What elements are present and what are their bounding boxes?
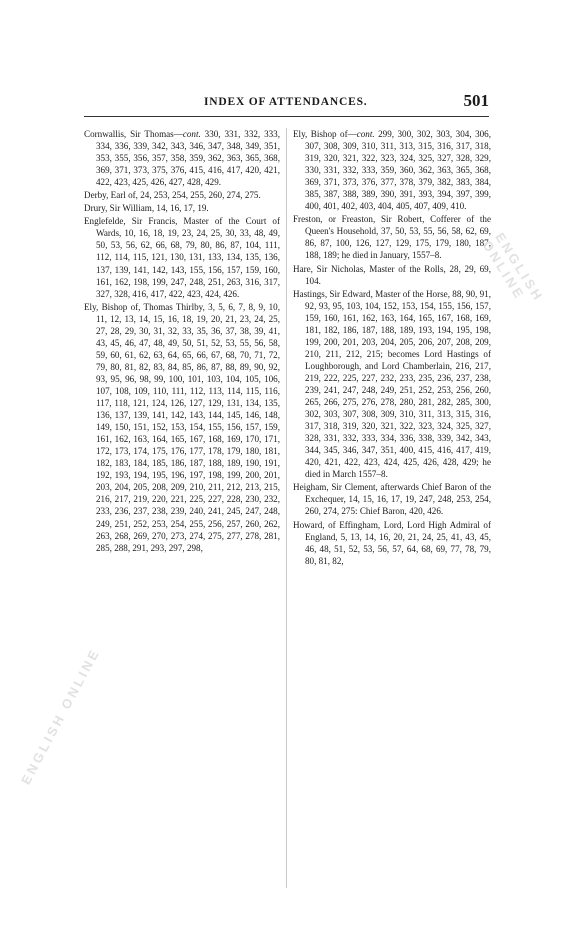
entry-heading: Freston, or Freaston, Sir Robert, Cofferer of the Queen's Household, [293, 214, 491, 237]
entry-heading: Ely, Bishop of, Thomas Thirlby, [84, 301, 205, 312]
entry-heading-suffix: cont. [356, 129, 375, 139]
index-entry [84, 128, 280, 188]
header-rule [84, 116, 489, 117]
page-number: 501 [463, 91, 489, 110]
watermark-left: ENGLISH ONLINE [18, 645, 103, 788]
index-entry [293, 128, 491, 212]
entry-references: 28, 29, 69, 104. [305, 263, 491, 286]
entry-references: 14, 15, 16, 17, 19, 247, 248, 253, 254, 260, 274, 275: Chief Baron, 420, 426. [305, 494, 491, 517]
index-entry [84, 215, 280, 299]
entry-references: 330, 331, 332, 333, 334, 336, 339, 342, 343, 346, 347, 348, 349, 351, 353, 355, 356, 357, 358, 359, 362, 363, 365, 368, 369, 371, 373, 375, 376, 415, 416, 417, 420, 421, 422, 423, 425, 426, 427, 428, 429. [96, 129, 280, 188]
entry-references: 14, 16, 17, 19. [156, 203, 209, 214]
entry-heading: Englefelde, Sir Francis, Master of the Court of Wards, [84, 216, 280, 239]
entry-heading: Derby, Earl of, [84, 190, 138, 201]
entry-references: 88, 90, 91, 92, 93, 95, 103, 104, 152, 153, 154, 155, 156, 157, 159, 160, 161, 162, 163, 164, 165, 167, 168, 169, 181, 182, 186, 187, 188, 189, 193, 194, 195, 198, 199, 200, 201, 203, 204, 205, 206, 207, 208, 209, 210, 211, 212, 215; becomes Lord Hastings of Loughborough, and Lord Chamberlain, 216, 217, 219, 222, 225, 227, 232, 233, 235, 236, 237, 238, 239, 241, 247, 248, 249, 251, 252, 253, 256, 260, 265, 266, 275, 276, 278, 280, 281, 282, 285, 300, 302, 303, 307, 308, 309, 310, 311, 313, 315, 316, 317, 318, 319, 320, 321, 322, 323, 324, 325, 327, 328, 331, 332, 333, 334, 336, 338, 339, 342, 343, 344, 345, 346, 347, 351, 400, 415, 416, 417, 419, 420, 421, 422, 423, 424, 425, 426, 428, 429; he died in March 1557–8. [305, 288, 491, 480]
entry-heading: Drury, Sir William, [84, 203, 155, 214]
entry-heading: Hastings, Sir Edward, Master of the Horse, [293, 288, 450, 299]
entry-references: 3, 5, 6, 7, 8, 9, 10, 11, 12, 13, 14, 15, 16, 18, 19, 20, 21, 23, 24, 25, 27, 28, 29, 30, 31, 32, 33, 35, 36, 37, 38, 39, 41, 43, 45, 46, 47, 48, 49, 50, 51, 52, 53, 55, 56, 58, 59, 60, 61, 62, 63, 64, 65, 66, 67, 68, 70, 71, 72, 79, 80, 81, 82, 83, 84, 85, 86, 87, 88, 89, 90, 92, 93, 95, 96, 98, 99, 100, 101, 103, 104, 105, 106, 107, 108, 109, 110, 111, 112, 113, 114, 115, 116, 117, 118, 121, 124, 126, 127, 129, 131, 134, 135, 136, 137, 139, 141, 142, 143, 144, 145, 146, 148, 149, 150, 151, 152, 153, 154, 155, 156, 157, 159, 161, 162, 163, 164, 165, 167, 168, 169, 170, 171, 172, 173, 174, 175, 176, 177, 178, 179, 180, 181, 182, 183, 184, 185, 186, 187, 188, 189, 190, 191, 192, 193, 194, 195, 196, 197, 198, 199, 200, 201, 203, 204, 205, 208, 209, 210, 211, 212, 213, 215, 216, 217, 219, 220, 221, 225, 227, 228, 230, 232, 233, 236, 237, 238, 239, 240, 241, 245, 247, 248, 249, 251, 252, 253, 254, 255, 256, 257, 260, 262, 263, 268, 269, 270, 273, 274, 275, 277, 278, 281, 285, 288, 291, 293, 297, 298, [96, 301, 280, 553]
entry-references: 299, 300, 302, 303, 304, 306, 307, 308, 309, 310, 311, 313, 315, 316, 317, 318, 319, 320, 321, 322, 323, 324, 325, 327, 328, 329, 330, 331, 332, 333, 359, 360, 362, 363, 365, 368, 369, 371, 373, 376, 377, 378, 379, 382, 383, 384, 385, 387, 388, 389, 390, 391, 393, 394, 397, 399, 400, 401, 402, 403, 404, 405, 407, 409, 410. [305, 129, 491, 212]
entry-heading: Hare, Sir Nicholas, Master of the Rolls, [293, 263, 446, 274]
column-divider [286, 128, 287, 888]
entry-heading: Heigham, Sir Clement, afterwards Chief Baron of the Exchequer, [293, 482, 491, 505]
index-entry [84, 189, 280, 201]
index-entry [84, 202, 280, 214]
left-column [84, 128, 280, 555]
entry-heading: Ely, Bishop of— [293, 129, 357, 139]
index-entry [293, 481, 491, 517]
entry-heading: Cornwallis, Sir Thomas— [84, 129, 183, 139]
entry-references: 24, 253, 254, 255, 260, 274, 275. [140, 190, 261, 201]
entry-references: 5, 13, 14, 16, 20, 21, 24, 25, 41, 43, 45, 46, 48, 51, 52, 53, 56, 57, 64, 68, 69, 77, 78, 79, 80, 81, 82, [305, 531, 491, 566]
entry-references: 10, 16, 18, 19, 23, 24, 25, 30, 33, 48, 49, 50, 53, 56, 62, 66, 68, 79, 80, 86, 87, 104, 111, 112, 114, 115, 121, 130, 131, 133, 134, 135, 136, 137, 139, 141, 142, 143, 155, 156, 157, 159, 160, 161, 162, 198, 199, 247, 248, 251, 263, 316, 317, 327, 328, 416, 417, 422, 423, 424, 426. [96, 228, 280, 299]
right-column [293, 128, 491, 568]
index-entry [293, 519, 491, 567]
watermark-right: ENGLISH ONLINE [479, 230, 547, 305]
index-entry [293, 213, 491, 261]
index-entry [293, 288, 491, 481]
page-header [84, 91, 489, 120]
entry-references: 37, 50, 53, 55, 56, 58, 62, 69, 86, 87, 100, 126, 127, 129, 175, 179, 180, 187, 188, 189; he died in January, 1557–8. [305, 226, 491, 261]
index-entry [84, 301, 280, 554]
running-title: INDEX OF ATTENDANCES. [204, 96, 368, 108]
index-entry [293, 263, 491, 287]
entry-heading: Howard, of Effingham, Lord, Lord High Admiral of England, [293, 519, 491, 542]
entry-heading-suffix: cont. [182, 129, 201, 139]
